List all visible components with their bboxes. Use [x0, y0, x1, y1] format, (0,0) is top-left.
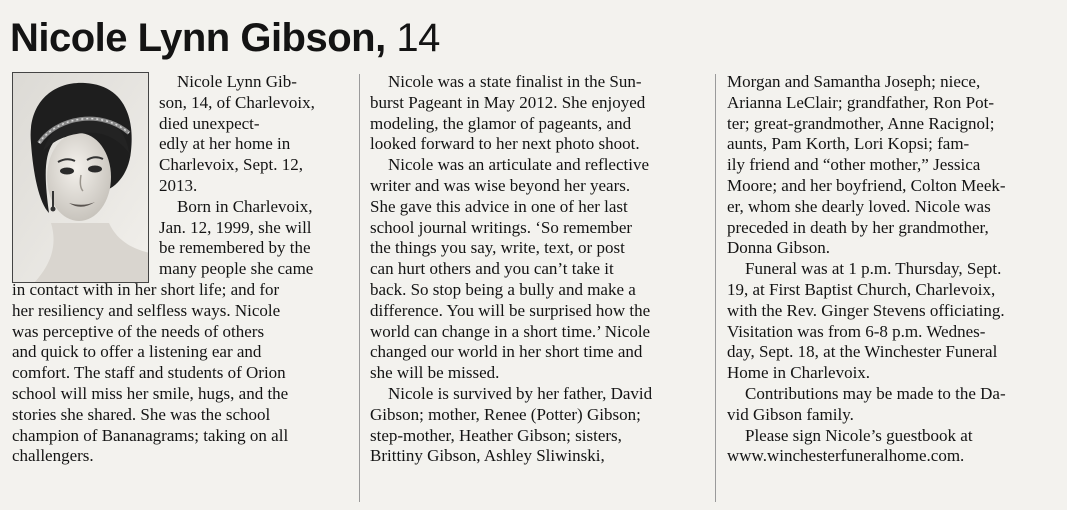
column-divider: [359, 74, 360, 502]
column-2: [370, 72, 702, 467]
text-line: Moore; and her boyfriend, Colton Meek-: [727, 175, 1006, 195]
text-line: Morgan and Samantha Joseph; niece,: [727, 72, 981, 91]
obituary-age: 14: [396, 16, 440, 60]
text-line: can hurt others and you can’t take it: [370, 259, 614, 279]
text-line: school will miss her smile, hugs, and the: [12, 383, 289, 403]
text-line: Gibson; mother, Renee (Potter) Gibson;: [370, 404, 641, 424]
text-line: champion of Bananagrams; taking on all: [12, 425, 289, 445]
text-line: Please sign Nicole’s guestbook at: [745, 425, 973, 445]
text-line: step-mother, Heather Gibson; sisters,: [370, 425, 622, 445]
text-line: stories she shared. She was the school: [12, 404, 271, 424]
text-line: Charlevoix, Sept. 12,: [159, 155, 304, 175]
text-line: day, Sept. 18, at the Winchester Funeral: [727, 342, 998, 362]
text-line: and quick to offer a listening ear and: [12, 342, 262, 362]
column-divider: [715, 74, 716, 502]
obituary-title: [10, 14, 440, 62]
text-line: preceded in death by her grandmother,: [727, 217, 989, 237]
text-line: Contributions may be made to the Da-: [745, 383, 1006, 403]
text-line: be remembered by the: [159, 238, 311, 258]
column-1: [12, 72, 352, 467]
text-line: Nicole Lynn Gib-: [177, 72, 297, 91]
text-line: challengers.: [12, 446, 94, 466]
text-line: was perceptive of the needs of others: [12, 321, 265, 341]
text-line: looked forward to her next photo shoot.: [370, 134, 640, 154]
text-line: Visitation was from 6-8 p.m. Wednes-: [727, 321, 986, 341]
text-line: Nicole was a state finalist in the Sun-: [388, 72, 642, 91]
text-line: with the Rev. Ginger Stevens officiating.: [727, 300, 1005, 320]
text-line: www.winchesterfuneralhome.com.: [727, 446, 965, 466]
text-line: her resiliency and selfless ways. Nicole: [12, 300, 281, 320]
text-line: changed our world in her short time and: [370, 342, 643, 362]
text-line: Brittiny Gibson, Ashley Sliwinski,: [370, 446, 605, 466]
text-line: she will be missed.: [370, 363, 500, 383]
text-line: Nicole was an articulate and reflective: [388, 155, 650, 175]
text-line: world can change in a short time.’ Nicole: [370, 321, 651, 341]
obituary-name: Nicole Lynn Gibson,: [10, 16, 386, 60]
text-line: back. So stop being a bully and make a: [370, 279, 636, 299]
text-line: er, whom she dearly loved. Nicole was: [727, 196, 991, 216]
text-line: in contact with in her short life; and for: [12, 279, 280, 299]
text-line: Home in Charlevoix.: [727, 363, 871, 383]
text-line: Arianna LeClair; grandfather, Ron Pot-: [727, 92, 994, 112]
text-line: edly at her home in: [159, 134, 291, 154]
text-line: 2013.: [159, 175, 198, 195]
text-line: son, 14, of Charlevoix,: [159, 92, 315, 112]
text-line: died unexpect-: [159, 113, 260, 133]
text-line: vid Gibson family.: [727, 404, 854, 424]
text-line: difference. You will be surprised how the: [370, 300, 651, 320]
text-line: ily friend and “other mother,” Jessica: [727, 155, 981, 175]
text-line: Jan. 12, 1999, she will: [159, 217, 312, 237]
text-line: aunts, Pam Korth, Lori Kopsi; fam-: [727, 134, 970, 154]
text-line: modeling, the glamor of pageants, and: [370, 113, 632, 133]
text-line: 19, at First Baptist Church, Charlevoix,: [727, 279, 996, 299]
text-line: Born in Charlevoix,: [177, 196, 313, 216]
text-line: Funeral was at 1 p.m. Thursday, Sept.: [745, 259, 1002, 279]
text-line: Donna Gibson.: [727, 238, 830, 258]
text-line: school journal writings. ‘So remember: [370, 217, 633, 237]
column-3: [727, 72, 1057, 467]
text-line: many people she came: [159, 259, 314, 279]
text-line: writer and was wise beyond her years.: [370, 175, 631, 195]
text-line: comfort. The staff and students of Orion: [12, 363, 286, 383]
text-line: burst Pageant in May 2012. She enjoyed: [370, 92, 646, 112]
text-line: She gave this advice in one of her last: [370, 196, 628, 216]
text-line: ter; great-grandmother, Anne Racignol;: [727, 113, 995, 133]
text-line: Nicole is survived by her father, David: [388, 383, 653, 403]
text-line: the things you say, write, text, or post: [370, 238, 625, 258]
